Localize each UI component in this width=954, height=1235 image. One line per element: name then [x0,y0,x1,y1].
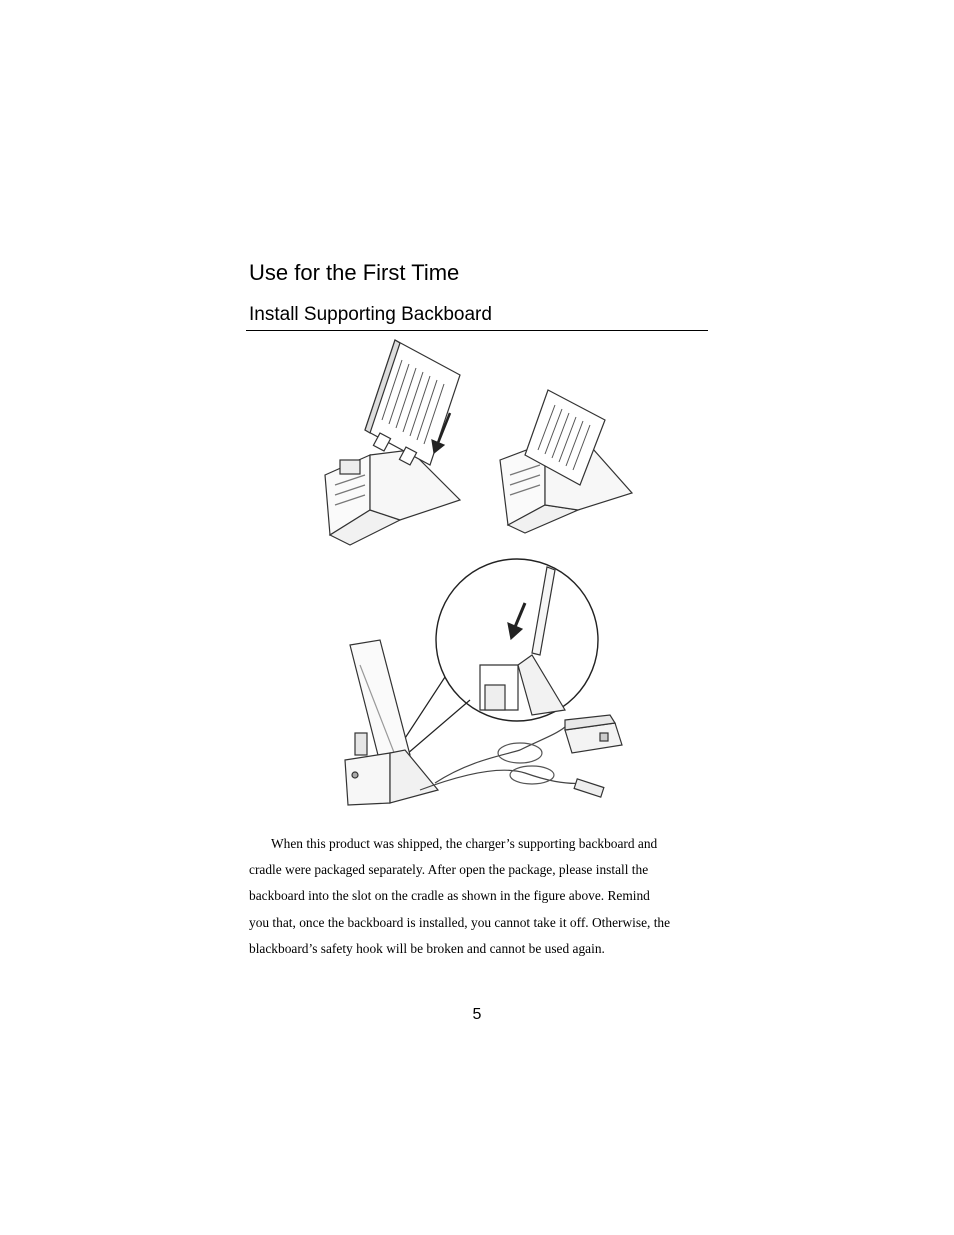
paragraph-line: When this product was shipped, the charger’s supporting backboard and [271,836,658,851]
paragraph-line: backboard into the slot on the cradle as shown in the figure above. Remind [249,888,650,904]
paragraph-line: cradle were packaged separately. After open the package, please install the [249,862,649,878]
instruction-paragraph [249,831,711,962]
subsection-title: Install Supporting Backboard [249,304,492,325]
heading-rule [246,330,708,331]
paragraph-line: you that, once the backboard is installed, you cannot take it off. Otherwise, the [249,914,671,930]
paragraph-line: blackboard’s safety hook will be broken and cannot be used again. [249,940,605,956]
section-title: Use for the First Time [249,260,460,285]
page-number: 5 [472,1006,482,1023]
backboard-insertion-illustration [325,340,460,545]
installation-figure [310,335,640,810]
installed-cradle-illustration [500,390,632,533]
